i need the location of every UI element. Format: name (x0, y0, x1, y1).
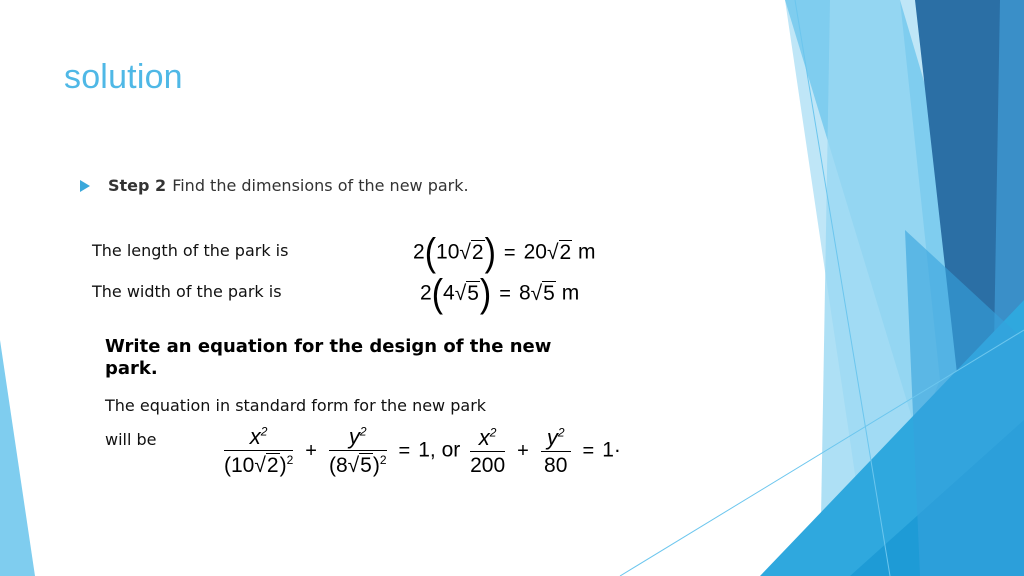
width-equation: 2(4√5) = 8√5 m (420, 272, 580, 316)
fraction-y-simplified: $\frac{y^2}{80}$ (541, 425, 571, 478)
final-equation: $\frac{x^2}{(10√2)^2}$ + $\frac{y^2}{(8√5)^2}$ = 1, or $\frac{x^2}{200}$ + $\frac{y^2}{80}$ = 1· (224, 424, 621, 477)
fraction-y: $\frac{y^2}{(8√5)^2}$ (328, 424, 387, 477)
fraction-x-simplified: $\frac{x^2}{200}$ (470, 424, 506, 477)
length-equation: 2(10√2) = 20√2 m (413, 231, 596, 275)
triangle-bullet-icon (80, 180, 90, 192)
width-label: The width of the park is (92, 282, 282, 301)
equation-intro-line2: will be (105, 430, 157, 449)
step-label: Step 2 (108, 176, 167, 195)
equation-intro-line1: The equation in standard form for the new park (105, 396, 487, 415)
step-bullet (80, 176, 469, 195)
fraction-x: $\frac{x^2}{(10√2)^2}$ (224, 424, 294, 477)
slide-title: solution (64, 58, 183, 96)
length-label: The length of the park is (92, 241, 289, 260)
prompt-text: Write an equation for the design of the new park. (105, 336, 552, 379)
step-text: Find the dimensions of the new park. (172, 176, 469, 195)
